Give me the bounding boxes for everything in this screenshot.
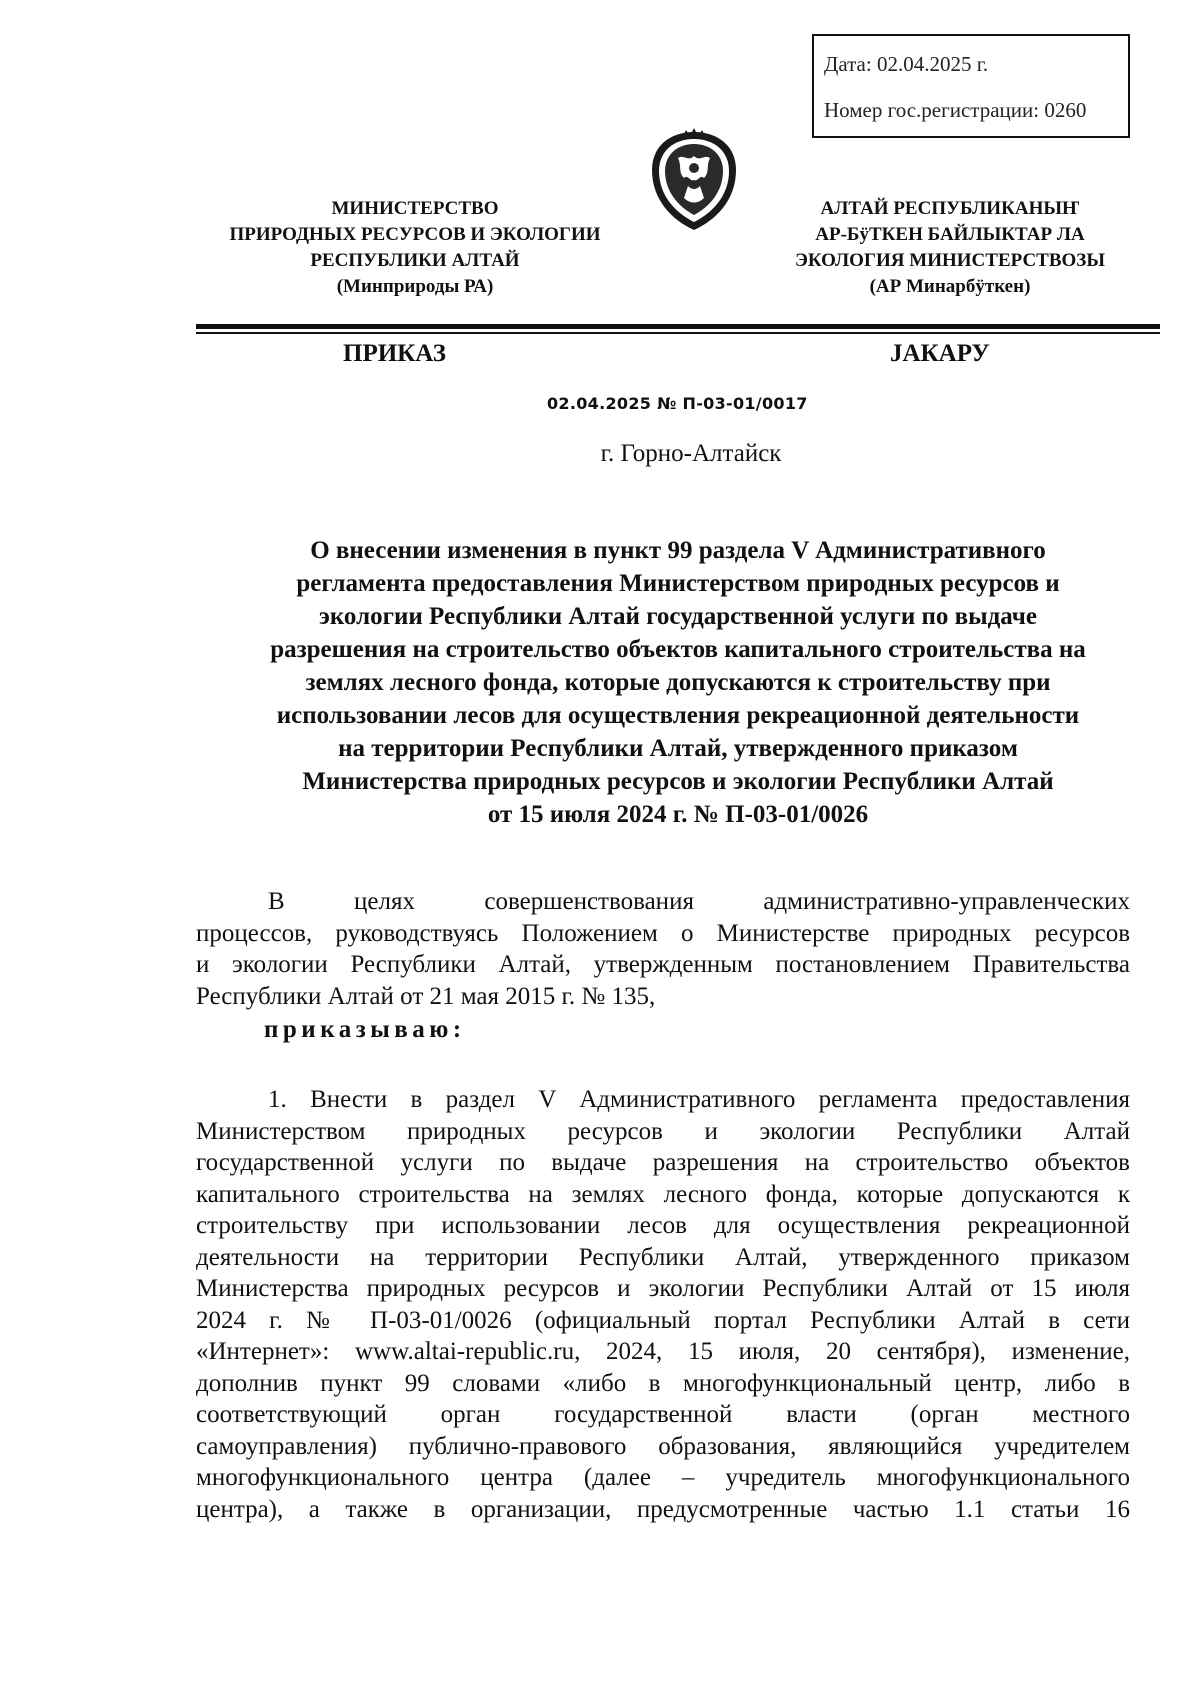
header-divider-thin xyxy=(196,332,1160,334)
paragraph-line: процессов, руководствуясь Положением о Министерстве природных ресурсов xyxy=(196,919,1130,947)
paragraph-line: капитального строительства на землях лесного фонда, которые допускаются к xyxy=(196,1180,1130,1208)
paragraph-line: Республики Алтай от 21 мая 2015 г. № 135, xyxy=(196,982,656,1010)
paragraph-line: 2024 г. № П-03-01/0026 (официальный портал Республики Алтай в сети xyxy=(196,1306,1130,1334)
paragraph-line: строительству при использовании лесов для осуществления рекреационной xyxy=(196,1212,1130,1239)
doc-type-altai: ЈАКАРУ xyxy=(890,340,990,367)
org-line: ПРИРОДНЫХ РЕСУРСОВ И ЭКОЛОГИИ xyxy=(229,224,601,245)
org-line: (Минприроды РА) xyxy=(336,276,494,297)
paragraph-line: соответствующий орган государственной власти (орган местного xyxy=(196,1401,1130,1428)
header-divider-thick xyxy=(196,324,1160,329)
org-line: РЕСПУБЛИКИ АЛТАЙ xyxy=(310,250,520,271)
paragraph-line: Министерства природных ресурсов и экологии Республики Алтай от 15 июля xyxy=(196,1275,1130,1302)
title-line: экологии Республики Алтай государственной услуги по выдаче xyxy=(319,603,1037,630)
registration-stamp xyxy=(812,34,1130,138)
doc-date-number: 02.04.2025 № П-03-01/0017 xyxy=(547,394,808,413)
org-line: (АР Минарбÿткен) xyxy=(869,276,1031,297)
paragraph-line: «Интернет»: www.altai-republic.ru, 2024, 15 июля, 20 сентября), изменение, xyxy=(196,1338,1130,1365)
paragraph-line: многофункционального центра (далее – учредитель многофункционального xyxy=(196,1464,1130,1491)
doc-title xyxy=(196,534,1160,831)
order-word: приказываю: xyxy=(264,1016,466,1043)
paragraph-line: дополнив пункт 99 словами «либо в многофункциональный центр, либо в xyxy=(196,1369,1130,1397)
ministry-name-russian xyxy=(195,196,635,300)
title-line: регламента предоставления Министерством природных ресурсов и xyxy=(296,570,1060,597)
registration-number: Номер гос.регистрации: 0260 xyxy=(824,98,1087,122)
title-line: от 15 июля 2024 г. № П-03-01/0026 xyxy=(487,801,869,828)
paragraph-line: 1. Внести в раздел V Административного регламента предоставления xyxy=(268,1086,1130,1113)
registration-date: Дата: 02.04.2025 г. xyxy=(824,52,989,76)
title-line: на территории Республики Алтай, утвержденного приказом xyxy=(338,735,1018,762)
paragraph-line: и экологии Республики Алтай, утвержденным постановлением Правительства xyxy=(196,951,1130,978)
title-line: Министерства природных ресурсов и экологии Республики Алтай xyxy=(302,768,1054,795)
doc-type-russian: ПРИКАЗ xyxy=(343,340,446,367)
org-line: АР-БÿТКЕН БАЙЛЫКТАР ЛА xyxy=(815,224,1085,245)
org-line: АЛТАЙ РЕСПУБЛИКАНЫҤ xyxy=(820,198,1080,219)
altai-republic-emblem-icon xyxy=(648,128,740,234)
paragraph-line: Министерством природных ресурсов и экологии Республики Алтай xyxy=(196,1117,1130,1145)
title-line: О внесении изменения в пункт 99 раздела V Административного xyxy=(310,537,1046,564)
org-line: МИНИСТЕРСТВО xyxy=(331,198,499,219)
paragraph-line: центра), а также в организации, предусмотренные частью 1.1 статьи 16 xyxy=(196,1495,1130,1523)
title-line: использовании лесов для осуществления рекреационной деятельности xyxy=(276,702,1080,729)
paragraph-line: государственной услуги по выдаче разрешения на строительство объектов xyxy=(196,1149,1130,1176)
paragraph-line: деятельности на территории Республики Алтай, утвержденного приказом xyxy=(196,1243,1130,1271)
clause-1-paragraph xyxy=(196,1084,1130,1525)
doc-city: г. Горно-Алтайск xyxy=(600,440,782,467)
preamble-paragraph xyxy=(196,886,1130,1012)
paragraph-line: самоуправления) публично-правового образования, являющийся учредителем xyxy=(196,1432,1130,1460)
ministry-name-altai xyxy=(760,196,1140,300)
org-line: ЭКОЛОГИЯ МИНИСТЕРСТВОЗЫ xyxy=(794,250,1105,271)
title-line: разрешения на строительство объектов капитального строительства на xyxy=(270,636,1086,663)
title-line: землях лесного фонда, которые допускаются к строительству при xyxy=(305,669,1051,696)
paragraph-line: В целях совершенствования административно-управленческих xyxy=(268,888,1130,915)
